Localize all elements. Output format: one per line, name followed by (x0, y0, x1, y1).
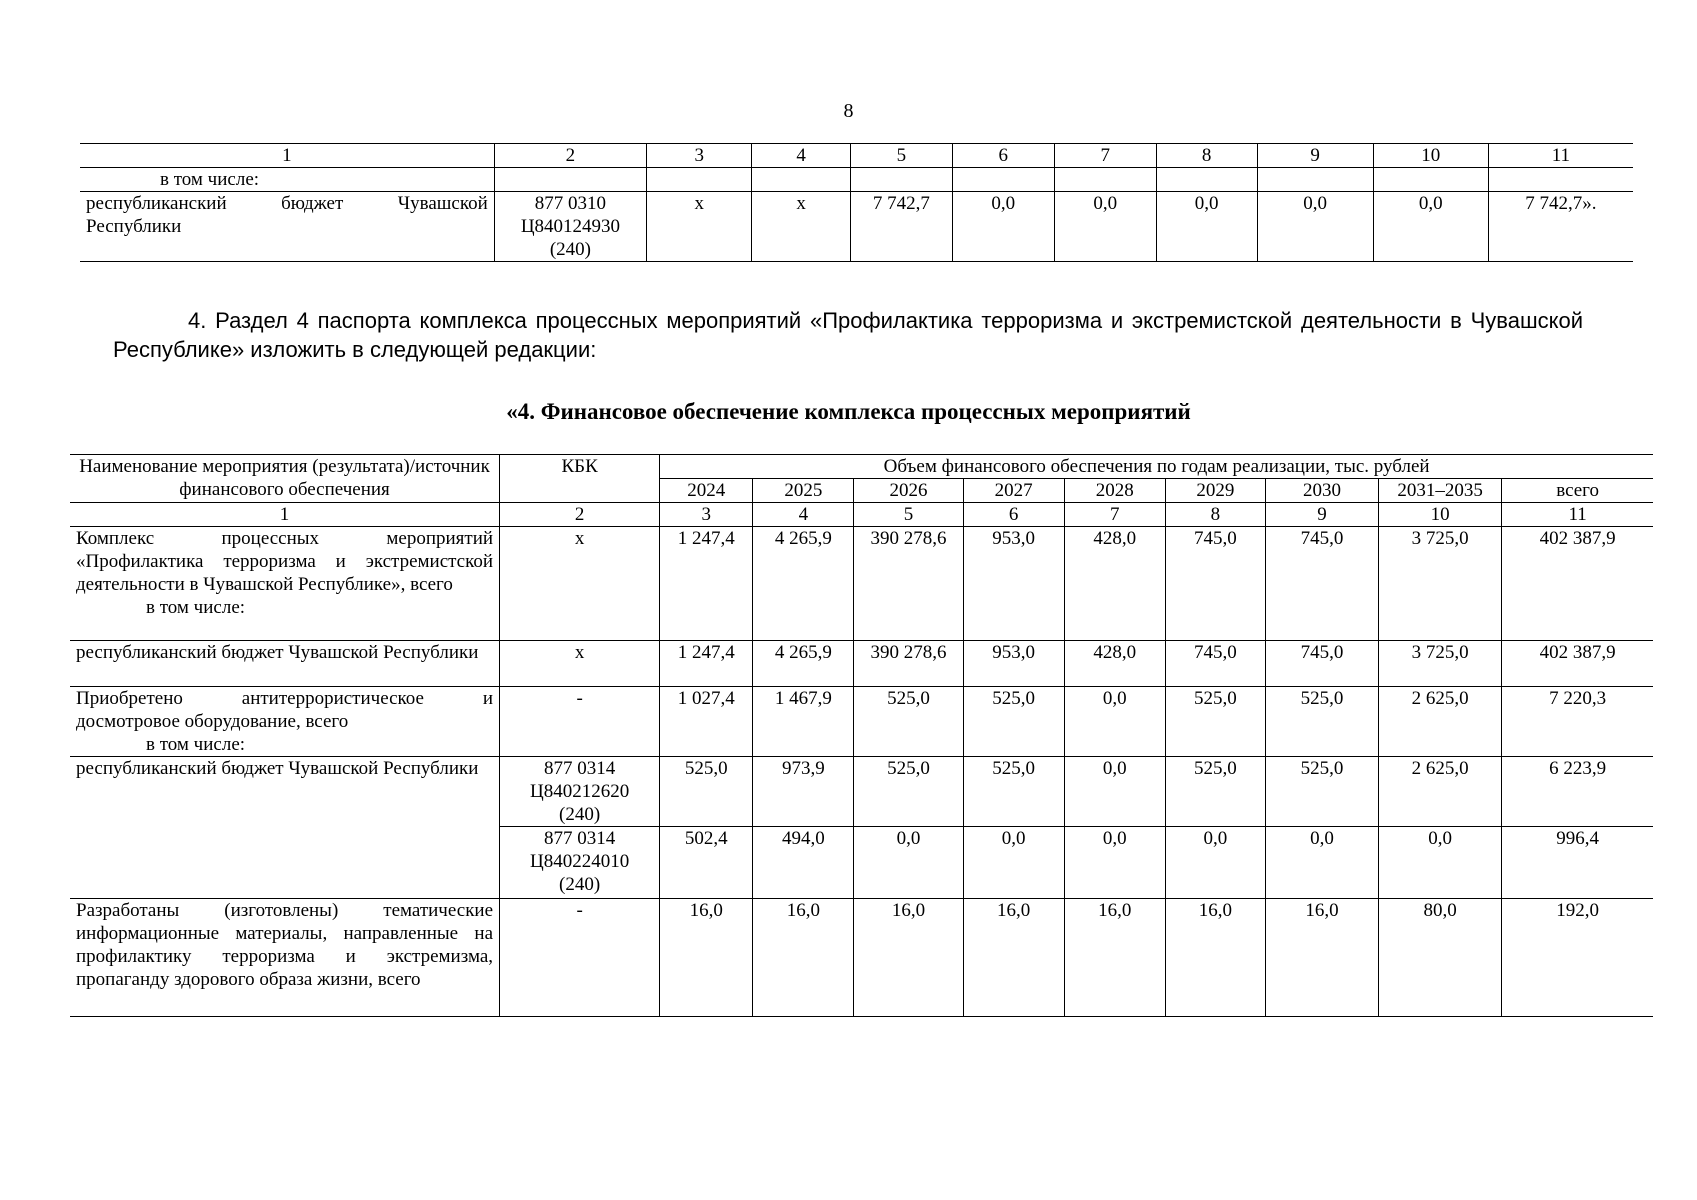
table-row (70, 757, 1653, 827)
kbk-line: Ц840124930 (520, 216, 621, 237)
kbk-line: 877 0310 (534, 193, 607, 214)
value-cell: 4 265,9 (753, 641, 854, 687)
value-cell: 16,0 (1265, 899, 1378, 1017)
kbk-line: х (574, 642, 585, 663)
value-cell: 525,0 (1165, 687, 1265, 757)
kbk-line: (240) (549, 239, 591, 260)
column-number: 1 (70, 503, 500, 527)
row-name (70, 527, 500, 641)
table-row (70, 641, 1653, 687)
value-cell: 525,0 (854, 757, 963, 827)
table-row (70, 687, 1653, 757)
column-number: 4 (753, 503, 854, 527)
year-header: 2025 (753, 479, 854, 503)
value-cell: 6 223,9 (1502, 757, 1653, 827)
kbk-cell (500, 899, 660, 1017)
value-cell: х (752, 192, 851, 262)
value-cell: 16,0 (1165, 899, 1265, 1017)
header-name: Наименование мероприятия (результата)/источник финансового обеспечения (70, 455, 500, 503)
value-cell: 996,4 (1502, 827, 1653, 899)
section-heading: «4. Финансовое обеспечение комплекса процессных мероприятий (506, 399, 1191, 424)
column-number: 8 (1165, 503, 1265, 527)
financing-table (70, 454, 1653, 1017)
kbk-line: - (576, 688, 583, 709)
kbk-line: 877 0314 (544, 758, 616, 779)
value-cell: 390 278,6 (854, 641, 963, 687)
year-header: 2027 (963, 479, 1064, 503)
row-name (70, 899, 500, 1017)
value-cell: 2 625,0 (1379, 687, 1502, 757)
value-cell: 16,0 (660, 899, 753, 1017)
column-number-row (80, 144, 1633, 168)
column-number: 5 (854, 503, 963, 527)
year-header: 2028 (1064, 479, 1165, 503)
row-name-text: республиканский бюджет Чувашской Республики (76, 642, 479, 663)
kbk-cell (500, 641, 660, 687)
value-cell: 16,0 (1064, 899, 1165, 1017)
kbk-line: Ц840224010 (530, 851, 630, 872)
value-cell: 4 265,9 (753, 527, 854, 641)
value-cell: 525,0 (963, 757, 1064, 827)
value-cell: 0,0 (1064, 827, 1165, 899)
kbk-line: 877 0314 (544, 828, 616, 849)
value-cell: 0,0 (1165, 827, 1265, 899)
value-cell: 745,0 (1265, 527, 1378, 641)
kbk-cell (500, 827, 660, 899)
value-cell: 0,0 (1265, 827, 1378, 899)
year-header: 2031–2035 (1379, 479, 1502, 503)
column-number: 1 (80, 144, 494, 168)
row-name: республиканский бюджет Чувашской Республики (80, 192, 494, 262)
column-number: 6 (963, 503, 1064, 527)
row-name-text: Приобретено антитеррористическое и досмотровое оборудование, всего (76, 688, 494, 732)
value-cell: 0,0 (1379, 827, 1502, 899)
sub-label: в том числе: (146, 734, 246, 755)
kbk-line: - (576, 900, 583, 921)
value-cell: 3 725,0 (1379, 641, 1502, 687)
value-cell: 0,0 (1156, 192, 1257, 262)
column-number: 3 (647, 144, 752, 168)
kbk-cell (500, 687, 660, 757)
column-number: 7 (1054, 144, 1156, 168)
value-cell: 3 725,0 (1379, 527, 1502, 641)
row-name: республиканский бюджет Чувашской Республики (70, 757, 500, 899)
amendment-paragraph: 4. Раздел 4 паспорта комплекса процессных мероприятий «Профилактика терроризма и экстремистской деятельности в Чувашской Республике» изложить в следующей редакции: (113, 308, 1583, 362)
kbk-line: Ц840212620 (530, 781, 630, 802)
header-kbk: КБК (500, 455, 660, 503)
value-cell: 494,0 (753, 827, 854, 899)
year-header: 2030 (1265, 479, 1378, 503)
year-header: 2029 (1165, 479, 1265, 503)
kbk-line: (240) (559, 804, 601, 825)
row-name (70, 687, 500, 757)
value-cell: 402 387,9 (1502, 527, 1653, 641)
year-header: 2024 (660, 479, 753, 503)
value-cell: 16,0 (963, 899, 1064, 1017)
value-cell: 953,0 (963, 641, 1064, 687)
value-cell: 16,0 (753, 899, 854, 1017)
value-cell: 745,0 (1165, 641, 1265, 687)
value-cell: 0,0 (952, 192, 1054, 262)
value-cell: 973,9 (753, 757, 854, 827)
value-cell: 80,0 (1379, 899, 1502, 1017)
value-cell: 390 278,6 (854, 527, 963, 641)
row-name-text: Комплекс процессных мероприятий «Профилактика терроризма и экстремистской деятельности в Чувашской Республике», всего (76, 528, 494, 595)
column-number: 10 (1379, 503, 1502, 527)
header-row (70, 455, 1653, 479)
value-cell: 0,0 (854, 827, 963, 899)
value-cell: 428,0 (1064, 641, 1165, 687)
value-cell: 1 247,4 (660, 641, 753, 687)
column-number: 7 (1064, 503, 1165, 527)
sub-label-row (80, 168, 1633, 192)
value-cell: 0,0 (1064, 757, 1165, 827)
value-cell: 0,0 (1054, 192, 1156, 262)
sub-label: в том числе: (80, 168, 494, 192)
value-cell: 525,0 (963, 687, 1064, 757)
value-cell: 1 027,4 (660, 687, 753, 757)
value-cell: 7 220,3 (1502, 687, 1653, 757)
value-cell: х (647, 192, 752, 262)
value-cell: 0,0 (1373, 192, 1488, 262)
table-row (80, 192, 1633, 262)
column-number: 2 (494, 144, 646, 168)
value-cell: 525,0 (1265, 687, 1378, 757)
kbk-line: (240) (559, 874, 601, 895)
column-number: 11 (1488, 144, 1633, 168)
kbk-cell (500, 527, 660, 641)
value-cell: 1 467,9 (753, 687, 854, 757)
table-row (70, 899, 1653, 1017)
value-cell: 192,0 (1502, 899, 1653, 1017)
kbk-cell (500, 757, 660, 827)
column-number: 9 (1257, 144, 1373, 168)
value-cell: 1 247,4 (660, 527, 753, 641)
column-number: 2 (500, 503, 660, 527)
year-header: всего (1502, 479, 1653, 503)
value-cell: 953,0 (963, 527, 1064, 641)
header-volume: Объем финансового обеспечения по годам реализации, тыс. рублей (660, 455, 1653, 479)
value-cell: 525,0 (660, 757, 753, 827)
continuation-table (80, 143, 1633, 262)
value-cell: 7 742,7». (1488, 192, 1633, 262)
column-number: 4 (752, 144, 851, 168)
value-cell: 745,0 (1265, 641, 1378, 687)
value-cell: 525,0 (1165, 757, 1265, 827)
value-cell: 402 387,9 (1502, 641, 1653, 687)
column-number: 3 (660, 503, 753, 527)
value-cell: 525,0 (1265, 757, 1378, 827)
row-name-text: Разработаны (изготовлены) тематические информационные материалы, направленные на профилактику терроризма и экстремизма, пропаганду здорового образа жизни, всего (76, 900, 494, 990)
column-number: 9 (1265, 503, 1378, 527)
column-number: 8 (1156, 144, 1257, 168)
column-number: 6 (952, 144, 1054, 168)
value-cell: 0,0 (1064, 687, 1165, 757)
value-cell: 525,0 (854, 687, 963, 757)
value-cell: 2 625,0 (1379, 757, 1502, 827)
sub-label: в том числе: (146, 597, 246, 618)
value-cell: 16,0 (854, 899, 963, 1017)
year-header: 2026 (854, 479, 963, 503)
page-number: 8 (843, 100, 854, 122)
value-cell: 502,4 (660, 827, 753, 899)
value-cell: 0,0 (963, 827, 1064, 899)
kbk-cell (494, 192, 646, 262)
column-number: 5 (850, 144, 952, 168)
column-number: 11 (1502, 503, 1653, 527)
value-cell: 7 742,7 (850, 192, 952, 262)
table-row (70, 527, 1653, 641)
column-number: 10 (1373, 144, 1488, 168)
value-cell: 745,0 (1165, 527, 1265, 641)
column-number-row (70, 503, 1653, 527)
kbk-line: х (574, 528, 585, 549)
value-cell: 0,0 (1257, 192, 1373, 262)
value-cell: 428,0 (1064, 527, 1165, 641)
row-name (70, 641, 500, 687)
